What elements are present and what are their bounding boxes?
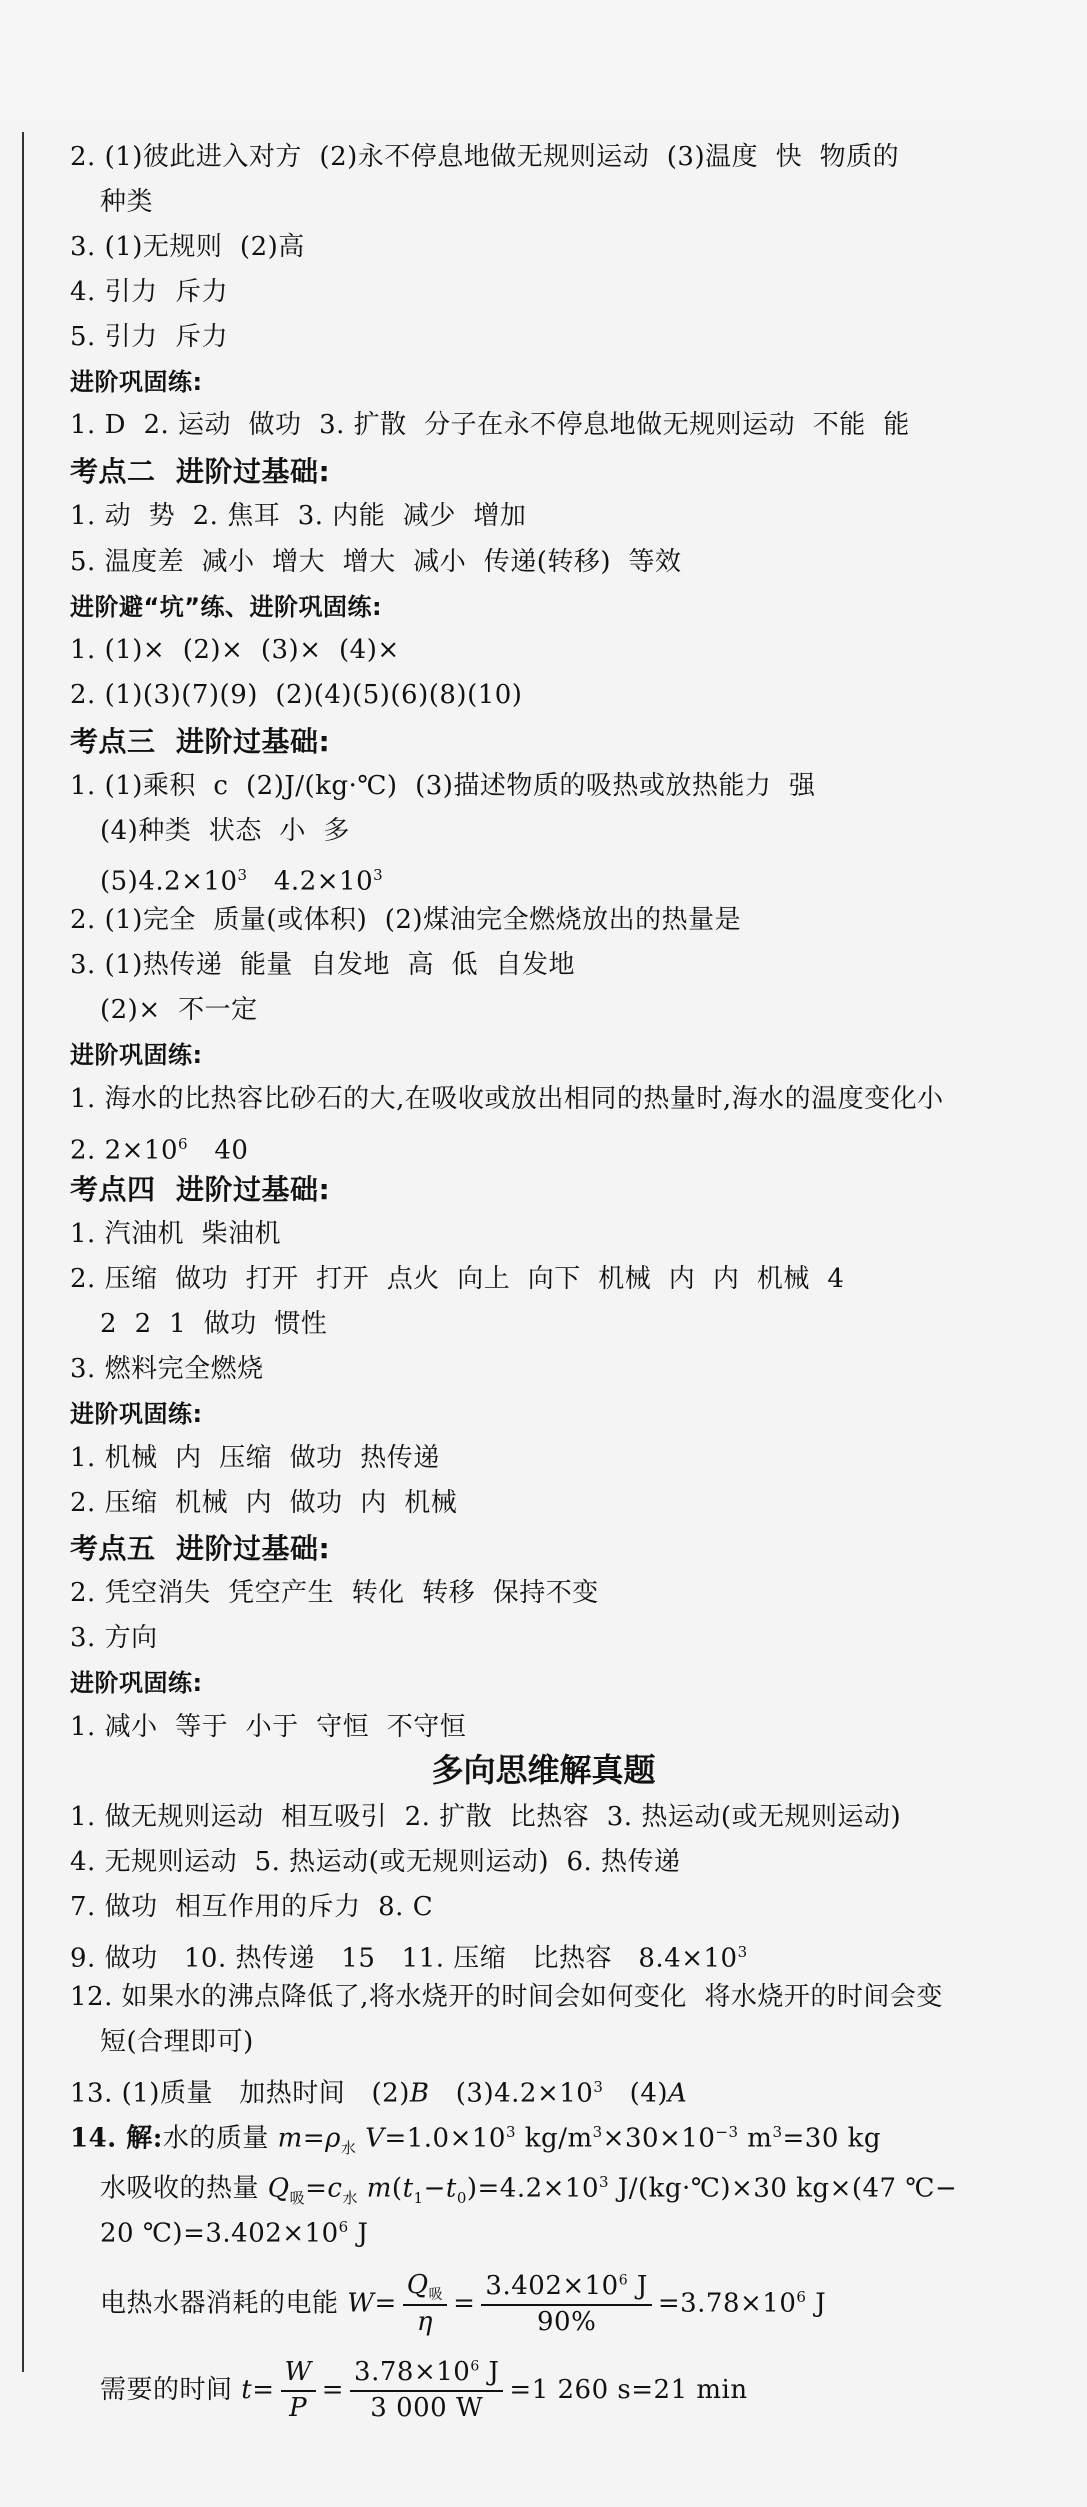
- answer-line: 2. 压缩 做功 打开 打开 点火 向上 向下 机械 内 内 机械 4: [70, 1264, 845, 1294]
- answer-line: 20 $℃)=3.402\times 10^6$ J: [100, 2218, 369, 2249]
- answer-line: 5. 引力 斥力: [70, 322, 229, 352]
- section-heading: 考点二 进阶过基础:: [70, 455, 331, 488]
- section-heading: 考点五 进阶过基础:: [70, 1532, 331, 1565]
- answer-line: 2. (1)彼此进入对方 (2)永不停息地做无规则运动 (3)温度 快 物质的: [70, 142, 900, 172]
- fraction: $\frac{3.402\times 10^6 J}{90\%}$: [481, 2270, 651, 2340]
- answer-line: 5. 温度差 减小 增大 增大 减小 传递(转移) 等效: [70, 547, 682, 577]
- answer-line: 1. 海水的比热容比砂石的大,在吸收或放出相同的热量时,海水的温度变化小: [70, 1084, 944, 1114]
- answer-line: 3. (1)热传递 能量 自发地 高 低 自发地: [70, 950, 576, 980]
- answer-line: 4. 引力 斥力: [70, 277, 229, 307]
- subheading: 进阶避“坑”练、进阶巩固练:: [70, 593, 383, 621]
- answer-line: 需要的时间 t= $\frac{W}{P}$ = $\frac{3.78\times 10^6 J}{3 000 W}$ =1 260 s=21 min: [100, 2355, 748, 2425]
- section-title: 多向思维解真题: [431, 1751, 656, 1789]
- answer-line: 1. 做无规则运动 相互吸引 2. 扩散 比热容 3. 热运动(或无规则运动): [70, 1802, 902, 1832]
- answer-line: 3. 燃料完全燃烧: [70, 1354, 264, 1384]
- fraction: $\frac{Q_吸}{\eta}$: [403, 2269, 447, 2340]
- answer-line: (2)× 不一定: [100, 995, 258, 1025]
- answer-line: 2. 压缩 机械 内 做功 内 机械: [70, 1488, 458, 1518]
- answer-line: 2. (1)(3)(7)(9) (2)(4)(5)(6)(8)(10): [70, 680, 523, 710]
- answer-line: 9. 做功 10. 热传递 15 11. 压缩 比热容 $8.4\times 10^3$: [70, 1943, 748, 1974]
- answer-line: 1. 减小 等于 小于 守恒 不守恒: [70, 1712, 467, 1742]
- answer-line: 1. D 2. 运动 做功 3. 扩散 分子在永不停息地做无规则运动 不能 能: [70, 410, 910, 440]
- answer-line: 12. 如果水的沸点降低了,将水烧开的时间会如何变化 将水烧开的时间会变: [70, 1982, 943, 2012]
- subheading: 进阶巩固练:: [70, 1041, 203, 1069]
- answer-line: 2. $2\times 10^6$ 40: [70, 1135, 249, 1166]
- answer-line: 13. (1)质量 加热时间 (2)B $(3)4.2\times 10^3$ (4)A: [70, 2078, 688, 2109]
- answer-line: 水吸收的热量 $Q_吸=c_水$ $m(t_1-t_0)=4.2\times 10^3$ J/(kg·℃)×30 kg×(47 ℃−: [100, 2173, 958, 2207]
- answer-line: 1. 汽油机 柴油机: [70, 1219, 282, 1249]
- answer-line: 种类: [100, 187, 154, 217]
- answer-line: 3. (1)无规则 (2)高: [70, 232, 305, 262]
- answer-line: 电热水器消耗的电能 W= $\frac{Q_吸}{\eta}$ = $\frac{3.402\times 10^6 J}{90\%}$ $=3.78\times 10^6$ J: [100, 2262, 826, 2332]
- subheading: 进阶巩固练:: [70, 1400, 203, 1428]
- answer-line: 7. 做功 相互作用的斥力 8. C: [70, 1892, 434, 1922]
- answer-line: 4. 无规则运动 5. 热运动(或无规则运动) 6. 热传递: [70, 1847, 681, 1877]
- answer-line: 14. 解:水的质量 $m=\rho_水$ $V=1.0\times 10^3$ $kg/m^3\times 30\times 10^{-3}$ $m^3=30$ kg: [70, 2123, 882, 2157]
- answer-line: 2. 凭空消失 凭空产生 转化 转移 保持不变: [70, 1578, 599, 1608]
- fraction: $\frac{3.78\times 10^6 J}{3 000 W}$: [350, 2356, 503, 2426]
- answer-line: 短(合理即可): [100, 2027, 254, 2057]
- answer-line: 2 2 1 做功 惯性: [100, 1309, 328, 1339]
- top-margin: [0, 0, 1087, 120]
- answer-line: 1. 动 势 2. 焦耳 3. 内能 减少 增加: [70, 501, 527, 531]
- section-heading: 考点三 进阶过基础:: [70, 725, 331, 758]
- answer-line: 1. (1)× (2)× (3)× (4)×: [70, 635, 400, 665]
- answer-line: 3. 方向: [70, 1623, 158, 1653]
- answer-line: $(5)4.2\times 10^3$ $4.2\times 10^3$: [100, 866, 384, 897]
- left-margin-rule: [22, 132, 24, 2372]
- section-heading: 考点四 进阶过基础:: [70, 1173, 331, 1206]
- answer-line: (4)种类 状态 小 多: [100, 816, 350, 846]
- answer-line: 1. (1)乘积 c (2)J/(kg·℃) (3)描述物质的吸热或放热能力 强: [70, 771, 816, 801]
- answer-line: 1. 机械 内 压缩 做功 热传递: [70, 1443, 440, 1473]
- subheading: 进阶巩固练:: [70, 368, 203, 396]
- fraction: $\frac{W}{P}$: [281, 2356, 316, 2426]
- answer-line: 2. (1)完全 质量(或体积) (2)煤油完全燃烧放出的热量是: [70, 905, 742, 935]
- subheading: 进阶巩固练:: [70, 1669, 203, 1697]
